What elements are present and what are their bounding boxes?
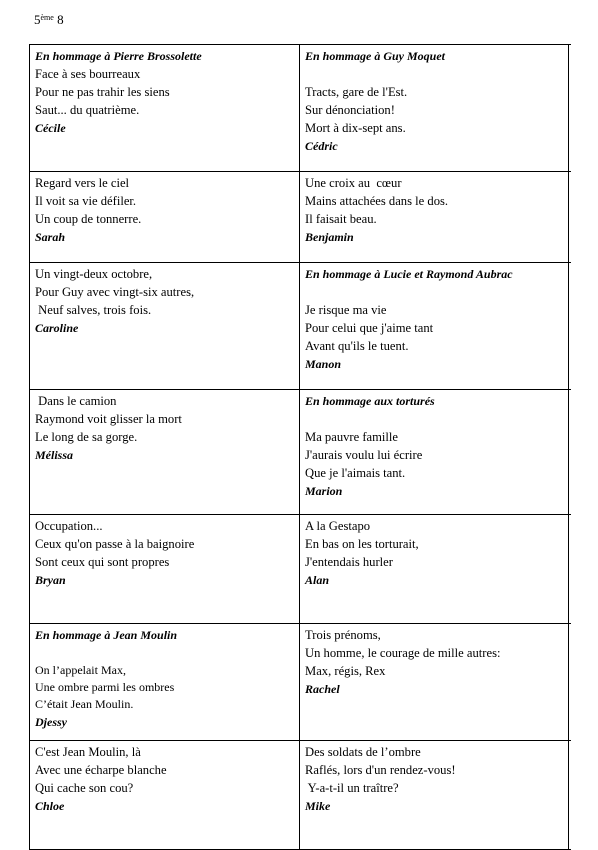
poem-cell-right (300, 263, 569, 389)
poem-dedication: En hommage à Jean Moulin (35, 628, 178, 642)
poem-line: Mains attachées dans le dos. (305, 194, 449, 208)
poem-cell-left (30, 172, 300, 262)
poem-row (30, 624, 571, 741)
poem-author: Bryan (35, 573, 66, 587)
poem-line: Trois prénoms, (305, 628, 381, 642)
poem-row (30, 390, 571, 515)
class-group: 8 (53, 12, 64, 27)
poem-cell-right (300, 172, 569, 262)
poem-line: Que je l'aimais tant. (305, 466, 406, 480)
poem-row (30, 741, 571, 850)
poem-author: Sarah (35, 230, 66, 244)
poem-line: Un coup de tonnerre. (35, 212, 142, 226)
poem-cell-right (300, 624, 569, 740)
poem-cell-right (300, 45, 569, 171)
poem-line: J'entendais hurler (305, 555, 393, 569)
poem-row (30, 263, 571, 390)
poem-author: Mike (305, 799, 331, 813)
poem-blank-line (305, 65, 564, 83)
poem-author: Marion (305, 484, 343, 498)
poem-line: En bas on les torturait, (305, 537, 419, 551)
class-number: 5 (34, 12, 41, 27)
poem-line: Une ombre parmi les ombres (35, 680, 175, 694)
poem-line: Occupation... (35, 519, 103, 533)
poem-line: Avec une écharpe blanche (35, 763, 167, 777)
class-suffix-sup: ème (40, 13, 54, 22)
poem-line: On l’appelait Max, (35, 663, 126, 677)
poem-line: Un homme, le courage de mille autres: (305, 646, 501, 660)
poem-cell-right (300, 515, 569, 623)
poem-line: C'est Jean Moulin, là (35, 745, 141, 759)
poem-line: Neuf salves, trois fois. (35, 303, 152, 317)
poem-dedication: En hommage à Guy Moquet (305, 49, 446, 63)
poem-line: Pour celui que j'aime tant (305, 321, 434, 335)
poem-line: Saut... du quatrième. (35, 103, 140, 117)
poem-author: Alan (305, 573, 330, 587)
poem-line: J'aurais voulu lui écrire (305, 448, 423, 462)
poem-blank-line (35, 644, 295, 662)
poem-dedication: En hommage à Pierre Brossolette (35, 49, 202, 63)
poem-row (30, 172, 571, 263)
poem-author: Rachel (305, 682, 340, 696)
poem-line: Avant qu'ils le tuent. (305, 339, 409, 353)
poem-line: A la Gestapo (305, 519, 371, 533)
poem-line: Qui cache son cou? (35, 781, 134, 795)
poem-cell-left (30, 515, 300, 623)
poem-author: Chloe (35, 799, 65, 813)
poem-line: Il faisait beau. (305, 212, 377, 226)
poem-author: Mélissa (35, 448, 74, 462)
poem-line: Il voit sa vie défiler. (35, 194, 137, 208)
poem-line: Ma pauvre famille (305, 430, 399, 444)
poem-line: Max, régis, Rex (305, 664, 386, 678)
poem-author: Caroline (35, 321, 79, 335)
poem-cell-left (30, 741, 300, 849)
poem-line: Sur dénonciation! (305, 103, 395, 117)
poem-line: Regard vers le ciel (35, 176, 130, 190)
poem-line: Pour ne pas trahir les siens (35, 85, 170, 99)
poem-line: Face à ses bourreaux (35, 67, 141, 81)
poem-line: Raflés, lors d'un rendez-vous! (305, 763, 456, 777)
poem-row (30, 515, 571, 624)
poem-cell-left (30, 624, 300, 740)
poem-line: Y-a-t-il un traître? (305, 781, 399, 795)
poem-line: C’était Jean Moulin. (35, 697, 134, 711)
poem-author: Cécile (35, 121, 66, 135)
poem-blank-line (305, 410, 564, 428)
poem-dedication: En hommage à Lucie et Raymond Aubrac (305, 267, 513, 281)
poem-row (30, 44, 571, 172)
poem-cell-left (30, 390, 300, 514)
poem-grid (29, 44, 571, 850)
poem-line: Tracts, gare de l'Est. (305, 85, 408, 99)
poem-line: Mort à dix-sept ans. (305, 121, 406, 135)
poem-author: Manon (305, 357, 342, 371)
poem-dedication: En hommage aux torturés (305, 394, 435, 408)
poem-cell-right (300, 741, 569, 849)
poem-cell-left (30, 45, 300, 171)
poem-line: Un vingt-deux octobre, (35, 267, 153, 281)
poem-blank-line (305, 283, 564, 301)
poem-line: Des soldats de l’ombre (305, 745, 421, 759)
poem-line: Le long de sa gorge. (35, 430, 138, 444)
poem-author: Benjamin (305, 230, 354, 244)
poem-line: Je risque ma vie (305, 303, 387, 317)
poem-line: Une croix au cœur (305, 176, 402, 190)
poem-cell-right (300, 390, 569, 514)
poem-line: Sont ceux qui sont propres (35, 555, 170, 569)
poem-cell-left (30, 263, 300, 389)
poem-line: Raymond voit glisser la mort (35, 412, 182, 426)
poem-line: Dans le camion (35, 394, 117, 408)
poem-author: Djessy (35, 715, 67, 729)
poem-line: Ceux qu'on passe à la baignoire (35, 537, 195, 551)
poem-author: Cédric (305, 139, 338, 153)
class-header (34, 12, 64, 28)
poem-line: Pour Guy avec vingt-six autres, (35, 285, 195, 299)
